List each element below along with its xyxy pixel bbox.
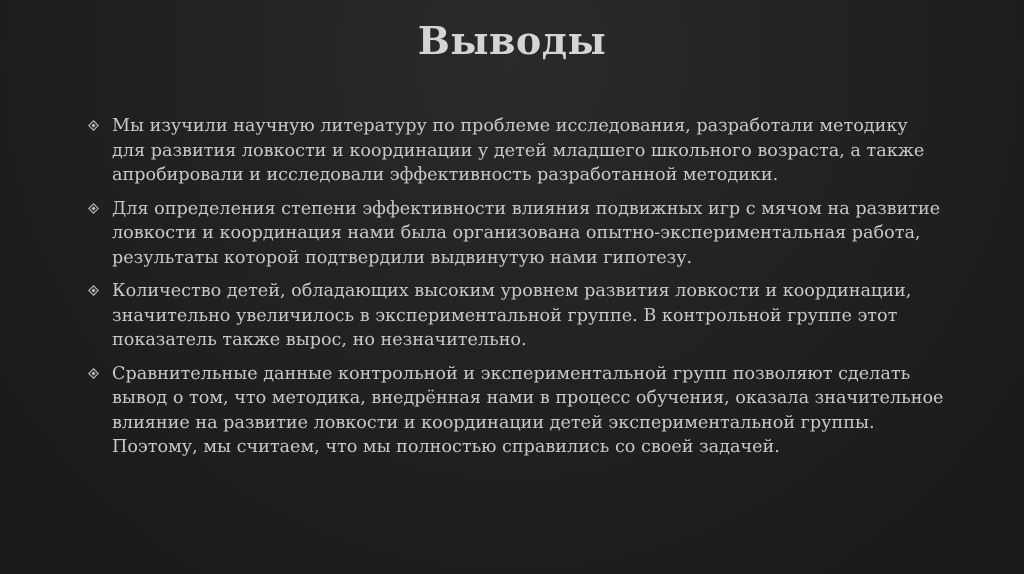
bullet-text: Для определения степени эффективности влияния подвижных игр с мячом на развитие ловкости и координация нами была организована опытно-экспериментальная работа, результаты которой подтвердили выдвинутую нами гипотезу. — [112, 198, 941, 268]
bullet-item — [86, 279, 946, 353]
bullet-item — [86, 197, 946, 271]
bullet-item — [86, 362, 946, 460]
bullet-text: Мы изучили научную литературу по проблеме исследования, разработали методику для развития ловкости и координации у детей младшего школьного возраста, а также апробировали и исследовали эффективность разработанной методики. — [112, 116, 925, 185]
diamond-bullet-icon — [88, 120, 99, 131]
bullet-text: Сравнительные данные контрольной и экспериментальной групп позволяют сделать вывод о том, что методика, внедрённая нами в процесс обучения, оказала значительное влияние на развитие ловкости и координации детей экспериментальной группы. Поэтому, мы считаем, что мы полностью справились со своей задачей. — [112, 363, 944, 457]
slide-title: Выводы — [417, 18, 607, 63]
bullet-text: Количество детей, обладающих высоким уровнем развития ловкости и координации, значительно увеличилось в экспериментальной группе. В контрольной группе этот показатель также вырос, но незначительно. — [112, 281, 912, 350]
bullet-list — [86, 114, 946, 469]
diamond-bullet-icon — [88, 285, 99, 296]
diamond-bullet-icon — [88, 203, 99, 214]
diamond-bullet-icon — [88, 368, 99, 379]
bullet-item — [86, 114, 946, 188]
